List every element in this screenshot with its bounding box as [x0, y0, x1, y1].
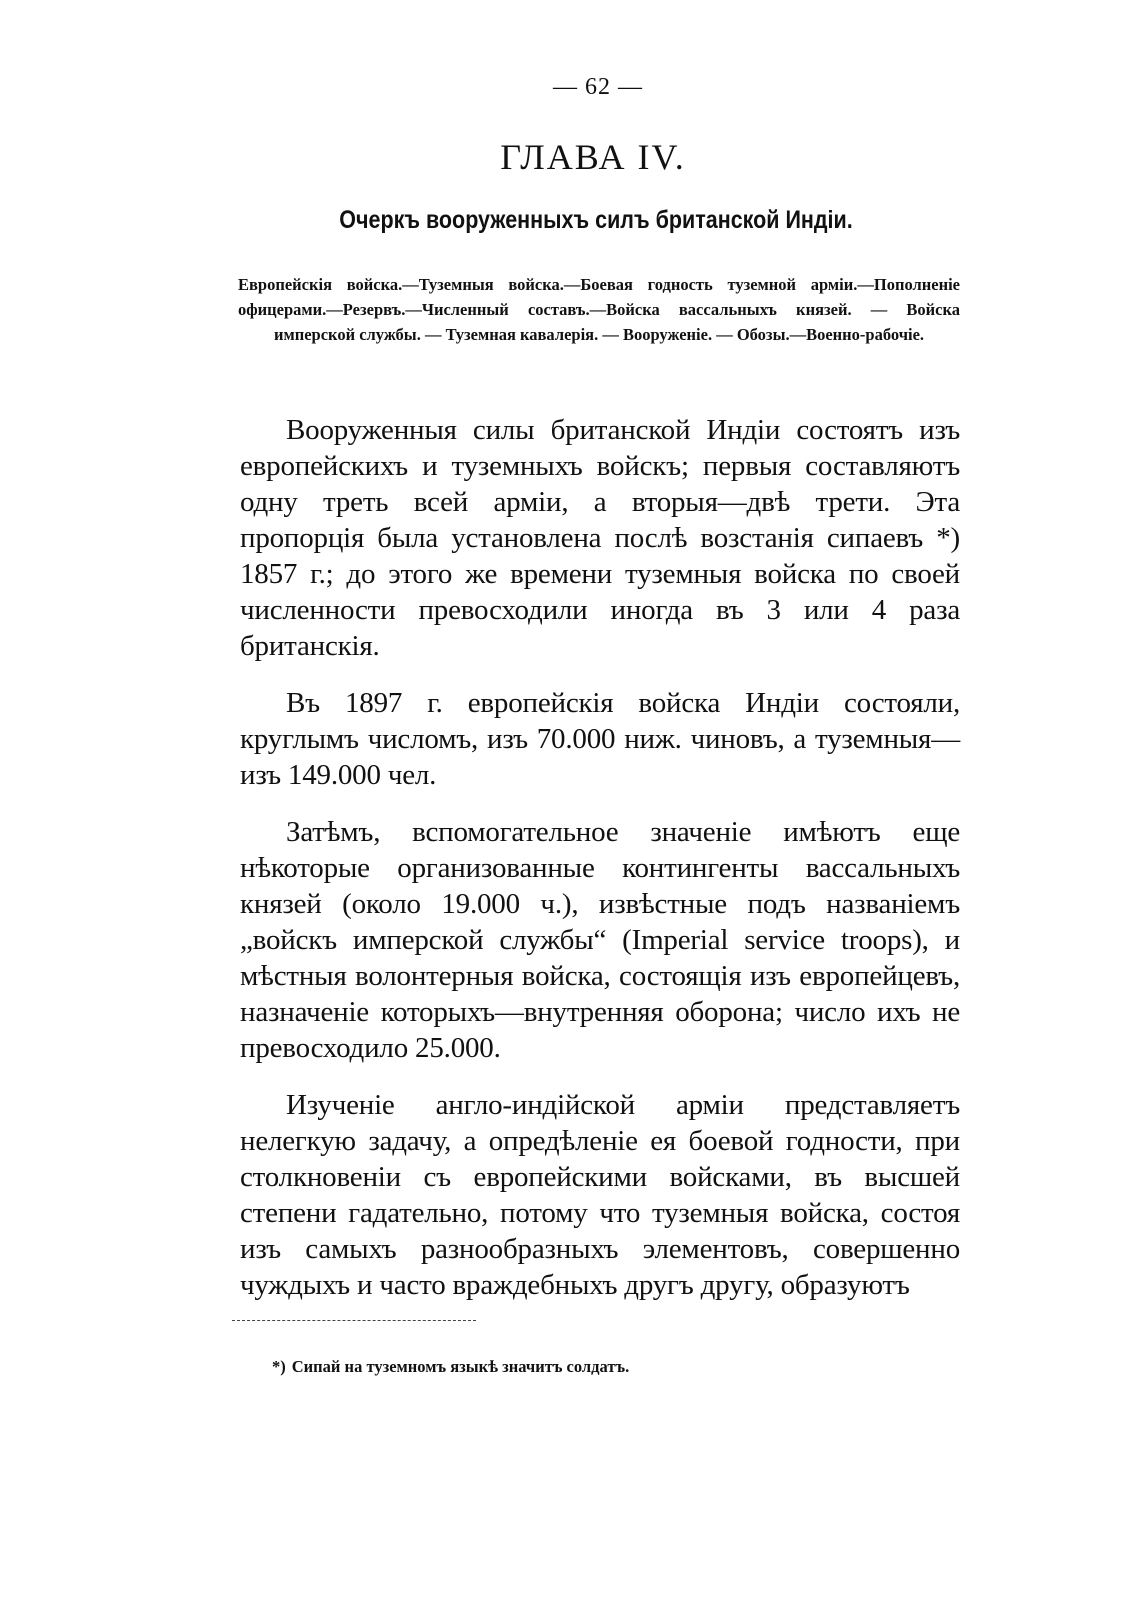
page-number: — 62 — — [553, 74, 643, 100]
chapter-summary: Европейскія войска.—Туземныя войска.—Боевая годность туземной арміи.—Пополненіе офицерами.—Резервъ.—Численный составъ.—Войска вассальныхъ князей. — Войска имперской службы. — Туземная кавалерія. — Вооруженіе. — Обозы.—Военно-рабочіе. — [238, 275, 960, 344]
paragraph-2: Въ 1897 г. европейскія войска Индіи состояли, круглымъ числомъ, изъ 70.000 ниж. чиновъ, а туземныя—изъ 149.000 чел. — [240, 687, 960, 791]
footnote-marker: *) — [272, 1357, 286, 1376]
body-text — [240, 412, 960, 1324]
footnote-divider — [232, 1320, 476, 1321]
paragraph-3: Затѣмъ, вспомогательное значеніе имѣютъ еще нѣкоторые организованные контингенты вассальныхъ князей (около 19.000 ч.), извѣстные подъ названіемъ „войскъ имперской службы“ (Imperial service troops), и мѣстныя волонтерныя войска, состоящія изъ европейцевъ, назначеніе которыхъ—внутренняя оборона; число ихъ не превосходило 25.000. — [240, 816, 960, 1064]
section-title: Очеркъ вооруженныхъ силъ британской Индіи. — [339, 206, 853, 234]
footnote-text: Сипай на туземномъ языкѣ значитъ солдатъ. — [291, 1357, 630, 1376]
paragraph-1: Вооруженныя силы британской Индіи состоятъ изъ европейскихъ и туземныхъ войскъ; первыя составляютъ одну треть всей арміи, а вторыя—двѣ трети. Эта пропорція была установлена послѣ возстанія сипаевъ *) 1857 г.; до этого же времени туземныя войска по своей численности превосходили иногда въ 3 или 4 раза британскія. — [240, 414, 960, 662]
footnote — [272, 1356, 629, 1378]
chapter-title: ГЛАВА IV. — [500, 137, 686, 177]
paragraph-4: Изученіе англо-индійской арміи представляетъ нелегкую задачу, а опредѣленіе ея боевой годности, при столкновеніи съ европейскими войсками, въ высшей степени гадательно, потому что туземныя войска, состоя изъ самыхъ разнообразныхъ элементовъ, совершенно чуждыхъ и часто враждебныхъ другъ другу, образуютъ — [240, 1089, 960, 1301]
